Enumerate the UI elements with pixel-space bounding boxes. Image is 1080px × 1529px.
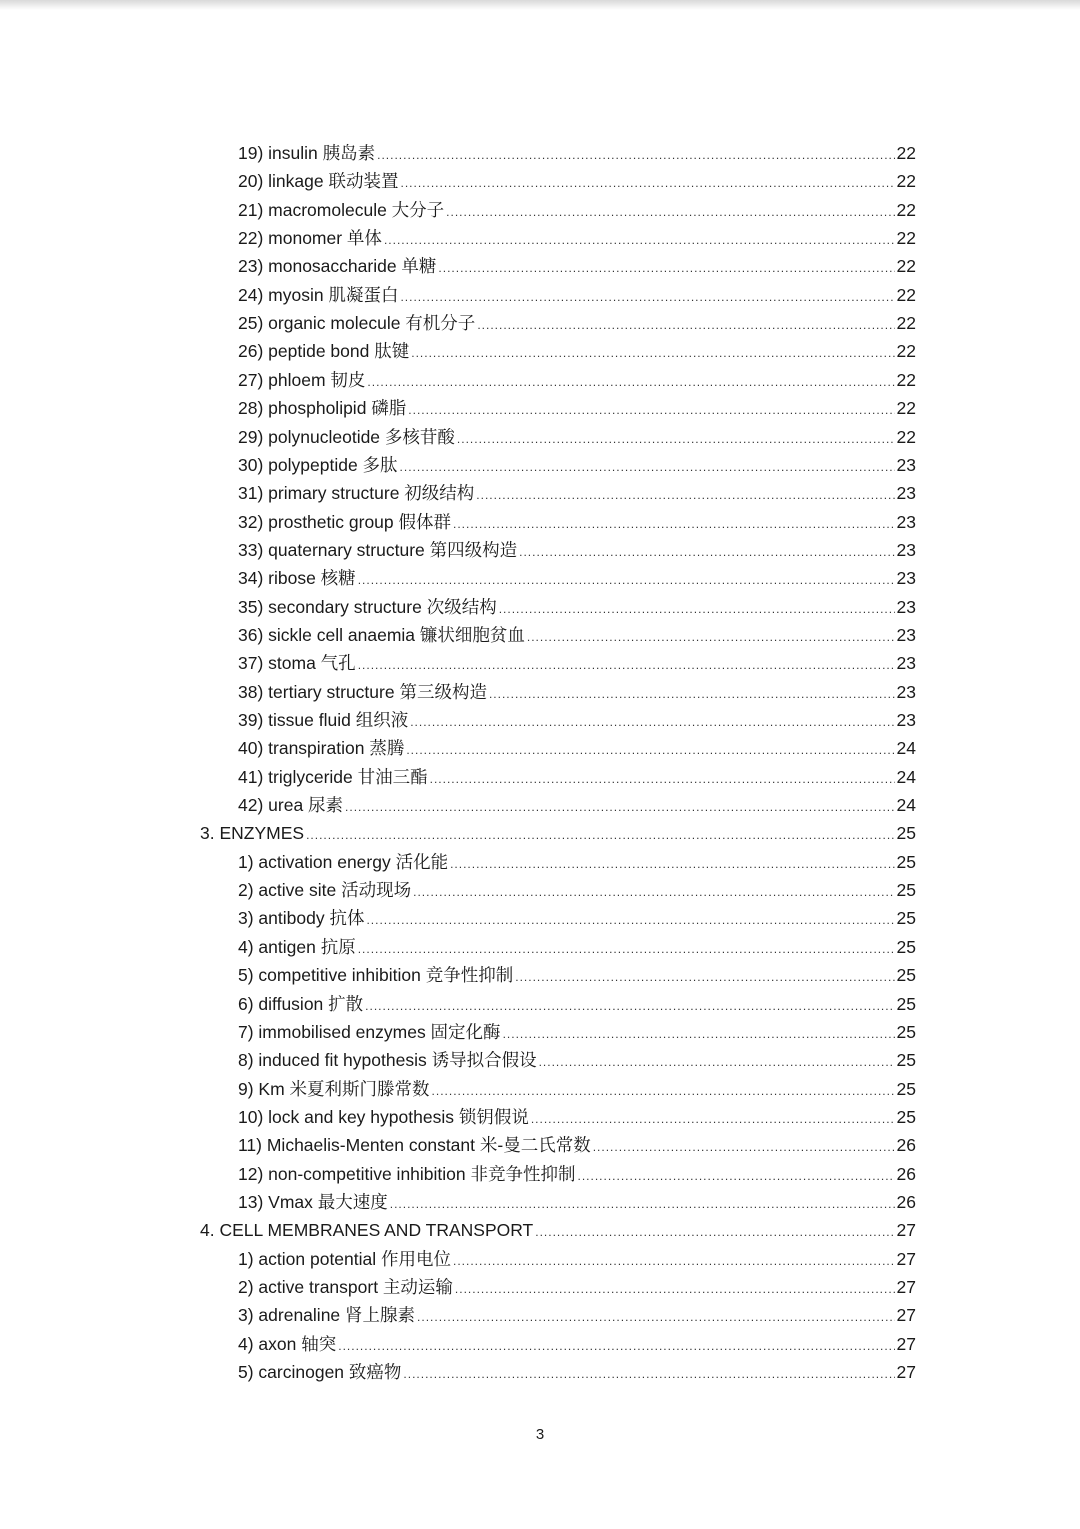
toc-entry-label: 6) diffusion 扩散: [238, 993, 364, 1014]
toc-entry-label: 12) non-competitive inhibition 非竞争性抑制: [238, 1163, 576, 1184]
toc-entry: [238, 990, 916, 1018]
toc-entry-label: 3. ENZYMES: [200, 823, 305, 844]
toc-entry: [238, 337, 916, 365]
dot-leader: [515, 963, 894, 991]
toc-entry: [238, 734, 916, 762]
toc-entry-page: 23: [896, 539, 916, 560]
dot-leader: [400, 169, 894, 197]
page-top-shadow: [0, 0, 1080, 10]
dot-leader: [438, 254, 894, 282]
toc-entry: [238, 1103, 916, 1131]
toc-entry: [238, 1358, 916, 1386]
toc-entry-page: 23: [896, 511, 916, 532]
toc-section-entry: [200, 819, 916, 847]
toc-entry-page: 25: [896, 880, 916, 901]
toc-entry-page: 22: [896, 313, 916, 334]
toc-entry-label: 13) Vmax 最大速度: [238, 1191, 388, 1212]
toc-entry-page: 27: [896, 1333, 916, 1354]
toc-entry-page: 27: [896, 1305, 916, 1326]
dot-leader: [527, 623, 895, 651]
dot-leader: [390, 1190, 895, 1218]
toc-entry: [238, 961, 916, 989]
dot-leader: [430, 765, 895, 793]
toc-entry: [238, 1273, 916, 1301]
toc-entry-page: 25: [896, 936, 916, 957]
toc-entry-label: 4. CELL MEMBRANES AND TRANSPORT: [200, 1220, 534, 1241]
toc-entry-label: 41) triglyceride 甘油三酯: [238, 766, 428, 787]
toc-entry-label: 11) Michaelis-Menten constant 米-曼二氏常数: [238, 1135, 591, 1156]
dot-leader: [503, 1020, 895, 1048]
dot-leader: [365, 992, 894, 1020]
toc-entry: [238, 1131, 916, 1159]
toc-entry: [238, 1301, 916, 1329]
toc-entry-label: 30) polypeptide 多肽: [238, 454, 398, 475]
toc-entry: [238, 904, 916, 932]
toc-entry-page: 27: [896, 1220, 916, 1241]
dot-leader: [408, 396, 894, 424]
toc-entry-page: 24: [896, 738, 916, 759]
toc-entry: [238, 479, 916, 507]
toc-entry-page: 23: [896, 653, 916, 674]
toc-entry-page: 25: [896, 1050, 916, 1071]
toc-entry-page: 26: [896, 1191, 916, 1212]
toc-entry-page: 25: [896, 965, 916, 986]
dot-leader: [400, 283, 894, 311]
toc-entry: [238, 1018, 916, 1046]
dot-leader: [403, 1360, 894, 1388]
dot-leader: [477, 311, 894, 339]
toc-entry: [238, 791, 916, 819]
dot-leader: [446, 198, 894, 226]
dot-leader: [578, 1162, 895, 1190]
toc-entry: [238, 763, 916, 791]
toc-entry-label: 21) macromolecule 大分子: [238, 199, 445, 220]
toc-entry-page: 25: [896, 1078, 916, 1099]
toc-entry-page: 22: [896, 426, 916, 447]
toc-entry-label: 42) urea 尿素: [238, 795, 344, 816]
toc-entry-page: 24: [896, 766, 916, 787]
toc-entry-label: 23) monosaccharide 单糖: [238, 256, 437, 277]
toc-entry-label: 20) linkage 联动装置: [238, 171, 399, 192]
toc-entry: [238, 876, 916, 904]
toc-entry-label: 26) peptide bond 肽键: [238, 341, 410, 362]
toc-entry: [238, 508, 916, 536]
toc-entry-page: 23: [896, 681, 916, 702]
dot-leader: [358, 566, 895, 594]
toc-entry-label: 35) secondary structure 次级结构: [238, 596, 497, 617]
toc-entry: [238, 167, 916, 195]
dot-leader: [366, 906, 894, 934]
toc-entry-page: 25: [896, 993, 916, 1014]
toc-entry-label: 8) induced fit hypothesis 诱导拟合假设: [238, 1050, 537, 1071]
toc-entry: [238, 1330, 916, 1358]
dot-leader: [593, 1133, 895, 1161]
toc-entry-page: 25: [896, 1021, 916, 1042]
toc-entry-label: 36) sickle cell anaemia 镰状细胞贫血: [238, 624, 525, 645]
toc-entry: [238, 394, 916, 422]
toc-entry-label: 1) activation energy 活化能: [238, 851, 449, 872]
toc-entry-label: 38) tertiary structure 第三级构造: [238, 681, 487, 702]
toc-entry-label: 4) axon 轴突: [238, 1333, 337, 1354]
toc-entry-page: 22: [896, 341, 916, 362]
dot-leader: [455, 1275, 895, 1303]
toc-entry-page: 22: [896, 284, 916, 305]
dot-leader: [450, 850, 894, 878]
toc-entry-page: 26: [896, 1163, 916, 1184]
toc-entry-label: 2) active site 活动现场: [238, 880, 412, 901]
toc-entry-page: 22: [896, 256, 916, 277]
toc-entry-page: 27: [896, 1362, 916, 1383]
toc-entry-label: 37) stoma 气孔: [238, 653, 356, 674]
toc-entry-label: 3) antibody 抗体: [238, 908, 365, 929]
toc-entry-label: 32) prosthetic group 假体群: [238, 511, 452, 532]
toc-entry-label: 5) competitive inhibition 竞争性抑制: [238, 965, 514, 986]
dot-leader: [384, 226, 895, 254]
dot-leader: [410, 708, 894, 736]
toc-entry: [238, 649, 916, 677]
toc-entry: [238, 678, 916, 706]
toc-entry: [238, 1188, 916, 1216]
toc-entry-label: 34) ribose 核糖: [238, 568, 356, 589]
toc-entry-label: 5) carcinogen 致癌物: [238, 1362, 402, 1383]
dot-leader: [535, 1218, 894, 1246]
toc-entry-label: 33) quaternary structure 第四级构造: [238, 539, 518, 560]
toc-entry-label: 10) lock and key hypothesis 锁钥假说: [238, 1106, 529, 1127]
dot-leader: [519, 538, 894, 566]
dot-leader: [531, 1105, 895, 1133]
dot-leader: [400, 453, 895, 481]
toc-entry-label: 28) phospholipid 磷脂: [238, 398, 407, 419]
dot-leader: [338, 1332, 894, 1360]
toc-entry: [238, 1160, 916, 1188]
toc-entry: [238, 848, 916, 876]
toc-entry: [238, 593, 916, 621]
toc-entry: [238, 252, 916, 280]
toc-entry-page: 22: [896, 143, 916, 163]
dot-leader: [539, 1048, 895, 1076]
toc-entry-label: 24) myosin 肌凝蛋白: [238, 284, 399, 305]
toc-entry: [238, 309, 916, 337]
dot-leader: [345, 793, 894, 821]
dot-leader: [489, 680, 895, 708]
toc-entry-page: 23: [896, 624, 916, 645]
toc-entry-label: 9) Km 米夏利斯门滕常数: [238, 1078, 430, 1099]
dot-leader: [306, 821, 894, 849]
toc-entry-label: 22) monomer 单体: [238, 228, 382, 249]
dot-leader: [453, 510, 895, 538]
toc-entry-page: 22: [896, 398, 916, 419]
toc-entry-label: 4) antigen 抗原: [238, 936, 356, 957]
dot-leader: [406, 736, 894, 764]
toc-entry-page: 25: [896, 1106, 916, 1127]
toc-entry-page: 26: [896, 1135, 916, 1156]
toc-entry: [238, 196, 916, 224]
dot-leader: [411, 339, 894, 367]
toc-entry-label: 3) adrenaline 肾上腺素: [238, 1305, 416, 1326]
dot-leader: [499, 595, 895, 623]
toc-entry-page: 25: [896, 823, 916, 844]
toc-entry-label: 39) tissue fluid 组织液: [238, 710, 409, 730]
toc-entry-page: 22: [896, 199, 916, 220]
toc-entry: [238, 1075, 916, 1103]
dot-leader: [453, 1247, 895, 1275]
toc-entry: [238, 423, 916, 451]
toc-entry-label: 1) action potential 作用电位: [238, 1248, 452, 1269]
toc-entry: [238, 1046, 916, 1074]
toc-entry: [238, 564, 916, 592]
toc-entry-page: 23: [896, 454, 916, 475]
dot-leader: [476, 481, 894, 509]
toc-entry: [238, 281, 916, 309]
toc-entry: [238, 224, 916, 252]
toc-entry-page: 22: [896, 171, 916, 192]
toc-entry: [238, 451, 916, 479]
dot-leader: [358, 935, 895, 963]
dot-leader: [367, 368, 894, 396]
toc-entry-label: 29) polynucleotide 多核苷酸: [238, 426, 455, 447]
toc-entry: [238, 1245, 916, 1273]
toc-entry-page: 27: [896, 1248, 916, 1269]
dot-leader: [457, 425, 895, 453]
toc-entry-page: 23: [896, 483, 916, 504]
toc-entry-label: 31) primary structure 初级结构: [238, 483, 475, 504]
page-number: 3: [535, 1426, 545, 1443]
toc-entry-label: 25) organic molecule 有机分子: [238, 313, 476, 334]
toc-entry-label: 27) phloem 韧皮: [238, 369, 366, 390]
dot-leader: [417, 1303, 895, 1331]
toc-entry-page: 23: [896, 596, 916, 617]
toc-entry-page: 25: [896, 908, 916, 929]
toc-entry: [238, 366, 916, 394]
toc-entry-label: 7) immobilised enzymes 固定化酶: [238, 1021, 501, 1042]
dot-leader: [377, 141, 894, 169]
dot-leader: [432, 1077, 895, 1105]
toc-entry-page: 25: [896, 851, 916, 872]
toc-entry-label: 2) active transport 主动运输: [238, 1277, 453, 1297]
toc-entry-page: 24: [896, 795, 916, 816]
toc-entry-page: 27: [896, 1277, 916, 1297]
toc-entry: [238, 139, 916, 167]
toc-entry-label: 40) transpiration 蒸腾: [238, 738, 405, 759]
toc-entry-page: 22: [896, 228, 916, 249]
toc-entry-page: 23: [896, 568, 916, 589]
toc-entry: [238, 706, 916, 734]
toc-entry: [238, 536, 916, 564]
toc-entry-page: 23: [896, 710, 916, 730]
toc-entry-label: 19) insulin 胰岛素: [238, 143, 376, 163]
toc-entry: [238, 621, 916, 649]
toc-entry: [238, 933, 916, 961]
dot-leader: [358, 651, 895, 679]
toc-section-entry: [200, 1216, 916, 1244]
toc-entry-page: 22: [896, 369, 916, 390]
dot-leader: [413, 878, 894, 906]
